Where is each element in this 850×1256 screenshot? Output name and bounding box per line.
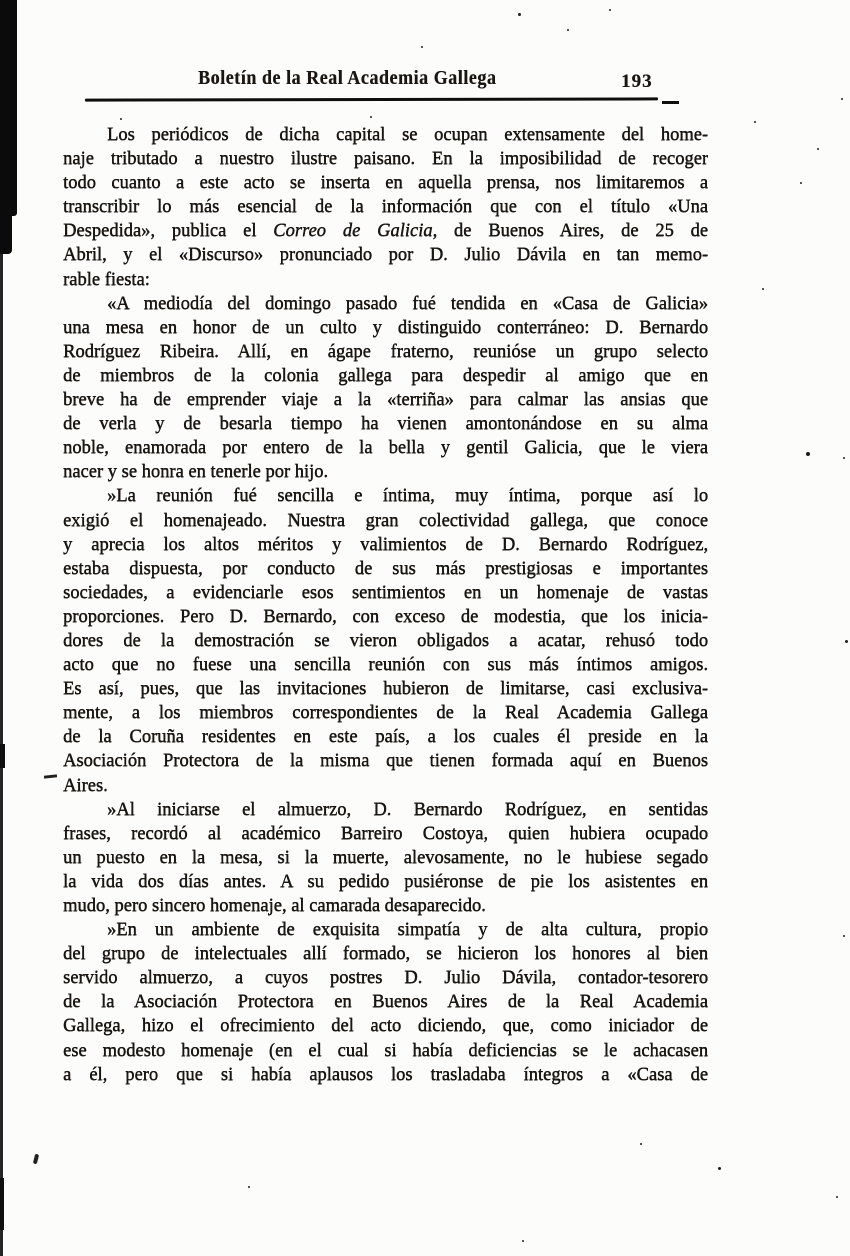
scan-corner-bar: [0, 0, 17, 216]
scan-speck: [843, 935, 845, 937]
scan-edge-notch: [0, 1178, 4, 1230]
text-segment: de Buenos Aires, de 25 de: [437, 221, 708, 242]
text-line: del grupo de intelectuales allí formado, se hicieron los honores al bien: [63, 944, 708, 965]
text-line: Abril, y el «Discurso» pronunciado por D. Julio Dávila en tan memo-: [63, 245, 708, 266]
scan-speck: [248, 1186, 250, 1188]
scan-speck: [817, 148, 819, 150]
scan-speck: [718, 1167, 721, 1170]
text-line: servido almuerzo, a cuyos postres D. Julio Dávila, contador-tesorero: [63, 968, 708, 989]
text-line: proporciones. Pero D. Bernardo, con exceso de modestia, que los inicia-: [63, 606, 708, 627]
header-rule-dash: [662, 101, 679, 104]
text-line: Aires.: [63, 775, 108, 796]
journal-title-italic: Correo de Galicia,: [273, 221, 438, 242]
text-line: Asociación Protectora de la misma que tienen formada aquí en Buenos: [63, 751, 708, 772]
scan-speck: [609, 9, 611, 11]
text-line: »La reunión fué sencilla e íntima, muy íntima, porque así lo: [107, 486, 708, 507]
scan-speck: [640, 1143, 642, 1145]
text-line: exigió el homenajeado. Nuestra gran colectividad gallega, que conoce: [63, 510, 708, 531]
scan-corner-bar: [0, 214, 12, 254]
page-number: 193: [621, 71, 653, 92]
text-segment: Despedida», publica el: [63, 221, 274, 242]
text-line: sociedades, a evidenciarle esos sentimientos en un homenaje de vastas: [63, 582, 708, 603]
text-line: de miembros de la colonia gallega para despedir al amigo que en: [63, 365, 708, 386]
text-line: acto que no fuese una sencilla reunión con sus más íntimos amigos.: [63, 655, 708, 676]
text-line: todo cuanto a este acto se inserta en aquella prensa, nos limitaremos a: [63, 173, 708, 194]
scan-speck: [843, 457, 845, 459]
text-line: Gallega, hizo el ofrecimiento del acto diciendo, que, como iniciador de: [63, 1016, 708, 1037]
text-line: Los periódicos de dicha capital se ocupan extensamente del home-: [107, 125, 708, 145]
scan-speck: [518, 13, 521, 16]
scan-speck: [522, 1240, 524, 1242]
text-line: mente, a los miembros correspondientes de la Real Academia Gallega: [63, 703, 708, 724]
text-line: naje tributado a nuestro ilustre paisano. En la imposibilidad de recoger: [63, 149, 708, 170]
text-line: Rodríguez Ribeira. Allí, en ágape fraterno, reunióse un grupo selecto: [63, 341, 708, 362]
scan-speck: [120, 118, 122, 120]
scan-margin-mark: [44, 774, 57, 778]
text-line: dores de la demostración se vieron obligados a acatar, rehusó todo: [63, 630, 708, 651]
paragraph: [63, 292, 708, 485]
text-line: Es así, pues, que las invitaciones hubieron de limitarse, casi exclusiva-: [63, 679, 708, 700]
scan-speck: [567, 29, 569, 31]
text-line: »En un ambiente de exquisita simpatía y de alta cultura, propio: [107, 920, 708, 941]
text-line: rable fiesta:: [63, 269, 150, 290]
text-line: ese modesto homenaje (en el cual si había deficiencias se le achacasen: [63, 1040, 708, 1061]
text-line: estaba dispuesta, por conducto de sus más prestigiosas e importantes: [63, 558, 708, 579]
scan-speck: [800, 182, 802, 184]
text-line: nacer y se honra en tenerle por hijo.: [63, 462, 329, 483]
text-line: frases, recordó al académico Barreiro Costoya, quien hubiera ocupado: [63, 823, 708, 844]
header-rule: [85, 97, 658, 101]
scan-speck: [845, 640, 848, 643]
text-line: de la Coruña residentes en este país, a los cuales él preside en la: [63, 727, 708, 748]
text-line: «A mediodía del domingo pasado fué tendida en «Casa de Galicia»: [107, 293, 708, 314]
text-line: de verla y de besarla tiempo ha vienen amontonándose en su alma: [63, 414, 708, 435]
text-line: una mesa en honor de un culto y distinguido conterráneo: D. Bernardo: [63, 317, 708, 338]
scan-edge-notch: [0, 744, 5, 768]
text-line: mudo, pero sincero homenaje, al camarada desaparecido.: [63, 896, 486, 916]
scan-speck: [836, 1196, 838, 1198]
text-line: [63, 219, 708, 243]
scan-speck: [841, 98, 843, 100]
scan-speck: [754, 121, 756, 123]
scan-speck: [370, 116, 372, 118]
scan-margin-mark: [33, 1154, 39, 1165]
text-line: la vida dos días antes. A su pedido pusiéronse de pie los asistentes en: [63, 871, 708, 892]
scan-speck: [806, 452, 810, 456]
scan-speck: [762, 288, 764, 290]
paragraph: [63, 798, 708, 918]
paragraph: [63, 123, 708, 292]
text-line: breve ha de emprender viaje a la «terriña» para calmar las ansias que: [63, 390, 708, 411]
text-line: de la Asociación Protectora en Buenos Aires de la Real Academia: [63, 992, 708, 1013]
scan-speck: [421, 46, 423, 48]
paragraph: [63, 918, 708, 1087]
text-line: y aprecia los altos méritos y valimientos de D. Bernardo Rodríguez,: [63, 534, 708, 555]
text-line: »Al iniciarse el almuerzo, D. Bernardo Rodríguez, en sentidas: [107, 799, 708, 820]
text-line: un puesto en la mesa, si la muerte, alevosamente, no le hubiese segado: [63, 847, 708, 868]
text-line: transcribir lo más esencial de la información que con el título «Una: [63, 197, 708, 218]
paragraph: [63, 484, 708, 797]
page-title: Boletín de la Real Academia Gallega: [198, 67, 497, 89]
body-text: [63, 123, 708, 1087]
text-line: noble, enamorada por entero de la bella y gentil Galicia, que le viera: [63, 438, 708, 459]
text-line: a él, pero que si había aplausos los trasladaba íntegros a «Casa de: [63, 1064, 708, 1085]
